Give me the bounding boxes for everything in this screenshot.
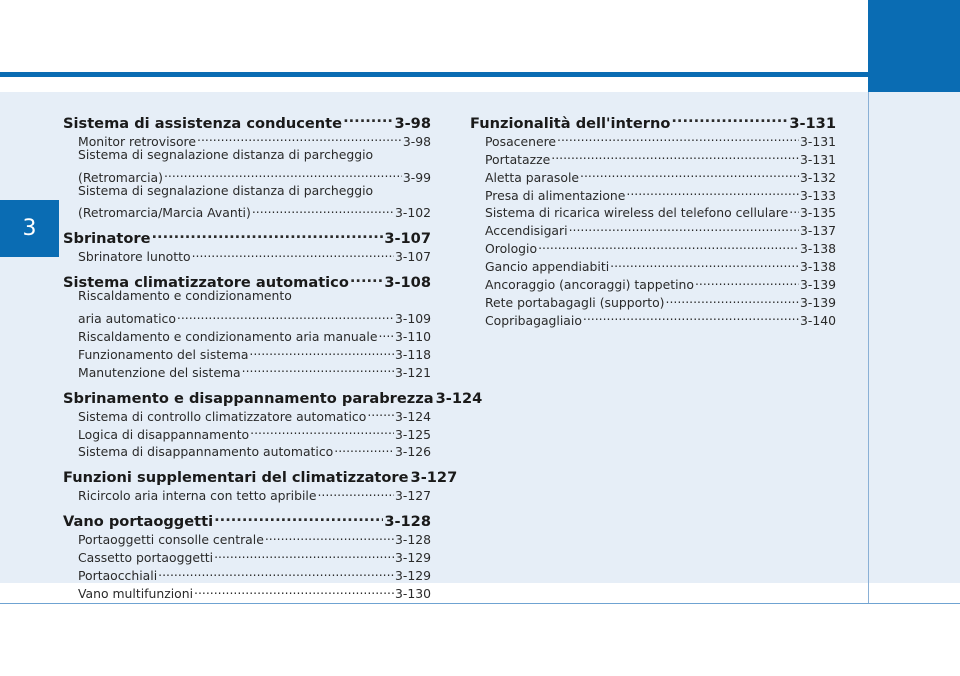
dot-leader (197, 128, 402, 146)
right-margin-strip (868, 92, 960, 583)
dot-leader (551, 146, 799, 164)
toc-entry-title: Sistema di controllo climatizzatore automatico (78, 408, 367, 424)
toc-page-number: 3-139 (799, 294, 836, 310)
dot-leader (583, 307, 799, 325)
toc-page-number: 3-98 (402, 133, 431, 149)
toc-section-heading[interactable] (63, 221, 431, 248)
toc-entry-title: Vano portaoggetti (63, 513, 214, 531)
dot-leader (538, 235, 799, 253)
toc-entry[interactable] (63, 305, 431, 327)
toc-entry-title: Sistema di ricarica wireless del telefono cellulare (485, 205, 789, 221)
dot-leader (214, 504, 383, 526)
corner-tab (868, 0, 960, 92)
toc-page-number: 3-124 (394, 408, 431, 424)
dot-leader (194, 580, 394, 598)
dot-leader (671, 106, 788, 128)
toc-page-number: 3-135 (799, 205, 836, 221)
toc-entry-title: Cassetto portaoggetti (78, 550, 214, 566)
toc-entry-title: Sbrinamento e disappannamento parabrezza (63, 389, 434, 407)
toc-page-number: 3-127 (410, 469, 458, 487)
toc-entry-title: Portatazze (485, 151, 551, 167)
toc-entry-title: Riscaldamento e condizionamento aria manuale (78, 329, 378, 345)
dot-leader (249, 341, 394, 359)
toc-entry-title: Sistema di assistenza conducente (63, 115, 343, 132)
toc-entry-title: Sistema di segnalazione distanza di parcheggio (78, 182, 374, 198)
dot-leader (343, 106, 393, 128)
toc-page-number: 3-125 (394, 426, 431, 442)
toc-section-heading[interactable] (63, 460, 458, 487)
dot-leader (367, 403, 394, 421)
toc-section-heading[interactable] (63, 381, 483, 407)
dot-leader (378, 323, 394, 341)
toc-entry-title: Funzioni supplementari del climatizzatore (63, 469, 409, 487)
toc-entry-title: Ancoraggio (ancoraggi) tappetino (485, 277, 694, 293)
toc-entry-title: Gancio appendiabiti (485, 259, 610, 275)
toc-entry-title: Portaoggetti consolle centrale (78, 532, 264, 548)
dot-leader (152, 221, 384, 243)
toc-page-number: 3-127 (394, 488, 431, 504)
dot-leader (580, 164, 799, 182)
toc-column-right (470, 106, 836, 328)
toc-section-heading[interactable] (470, 106, 836, 132)
toc-entry-title: Logica di disappannamento (78, 426, 250, 442)
toc-page-number: 3-98 (394, 115, 431, 132)
dot-leader (250, 421, 394, 439)
toc-page-number: 3-109 (394, 311, 431, 327)
dot-leader (252, 200, 394, 218)
header-rule (0, 72, 868, 77)
toc-entry-title: Orologio (485, 241, 538, 257)
toc-page-number: 3-107 (394, 249, 431, 265)
toc-page-number: 3-128 (384, 513, 431, 531)
toc-entry-title: Rete portabagagli (supporto) (485, 294, 665, 310)
toc-page-number: 3-124 (435, 389, 483, 407)
toc-entry-title: Sbrinatore lunotto (78, 249, 191, 265)
toc-entry-title: Sistema di disappannamento automatico (78, 444, 334, 460)
toc-page-number: 3-110 (394, 329, 431, 345)
toc-entry-title: Sistema climatizzatore automatico (63, 274, 349, 292)
toc-entry-title: Copribagagliaio (485, 312, 582, 328)
toc-entry[interactable] (63, 287, 431, 305)
toc-entry-title: Portaocchiali (78, 568, 158, 584)
toc-entry-title: Vano multifunzioni (78, 585, 194, 601)
toc-section-heading[interactable] (63, 504, 431, 531)
dot-leader (334, 439, 394, 457)
dot-leader (317, 482, 394, 500)
toc-page-number: 3-132 (799, 169, 836, 185)
toc-page-number: 3-99 (402, 169, 431, 185)
toc-page-number: 3-102 (394, 205, 431, 221)
dot-leader (610, 253, 799, 271)
toc-entry-title: (Retromarcia/Marcia Avanti) (78, 205, 251, 221)
toc-entry-title: Aletta parasole (485, 169, 580, 185)
dot-leader (569, 217, 799, 235)
dot-leader (164, 164, 402, 182)
dot-leader (626, 182, 799, 200)
toc-entry[interactable] (63, 146, 431, 164)
toc-entry-title: Sistema di segnalazione distanza di parcheggio (78, 146, 374, 162)
dot-leader (242, 359, 394, 377)
toc-entry-title: Funzionamento del sistema (78, 346, 249, 362)
footer-rule (0, 603, 960, 604)
chapter-tab[interactable]: 3 (0, 200, 59, 257)
toc-page-number: 3-131 (789, 115, 836, 132)
toc-entry-title: Manutenzione del sistema (78, 364, 241, 380)
toc-page-number: 3-133 (799, 187, 836, 203)
toc-entry-title: Funzionalità dell'interno (470, 115, 671, 132)
toc-entry[interactable] (63, 164, 431, 185)
toc-page-number: 3-107 (384, 230, 431, 248)
toc-entry-title: Sbrinatore (63, 230, 151, 248)
toc-page-number: 3-129 (394, 550, 431, 566)
toc-entry-title: Ricircolo aria interna con tetto apribile (78, 488, 317, 504)
toc-section-heading[interactable] (63, 106, 431, 132)
toc-page-number: 3-140 (799, 312, 836, 328)
toc-page-number: 3-138 (799, 259, 836, 275)
margin-divider (868, 583, 869, 603)
dot-leader (666, 289, 799, 307)
toc-page-number: 3-139 (799, 277, 836, 293)
toc-entry-title: Monitor retrovisore (78, 133, 197, 149)
dot-leader (265, 526, 394, 544)
toc-entry-title: (Retromarcia) (78, 169, 163, 185)
dot-leader (557, 128, 799, 146)
toc-section-heading[interactable] (63, 265, 431, 292)
toc-entry-title: Riscaldamento e condizionamento (78, 288, 292, 304)
toc-entry-title: Presa di alimentazione (485, 187, 626, 203)
toc-page-number: 3-108 (384, 274, 431, 292)
toc-page-number: 3-126 (394, 444, 431, 460)
toc-entry-title: Accendisigari (485, 223, 568, 239)
toc-page-number: 3-137 (799, 223, 836, 239)
dot-leader (177, 305, 394, 323)
dot-leader (192, 243, 394, 261)
toc-page-number: 3-121 (394, 364, 431, 380)
toc-entry[interactable] (63, 200, 431, 221)
toc-page-number: 3-118 (394, 346, 431, 362)
dot-leader (789, 200, 799, 218)
toc-column-left (63, 106, 483, 601)
dot-leader (350, 265, 383, 287)
toc-entry-title: Posacenere (485, 133, 557, 149)
toc-page-number: 3-130 (394, 585, 431, 601)
toc-page-number: 3-129 (394, 568, 431, 584)
toc-page-number: 3-138 (799, 241, 836, 257)
dot-leader (158, 562, 394, 580)
toc-page-number: 3-128 (394, 532, 431, 548)
dot-leader (695, 271, 799, 289)
dot-leader (214, 544, 394, 562)
toc-page-number: 3-131 (799, 151, 836, 167)
toc-entry[interactable] (63, 182, 431, 200)
toc-page-number: 3-131 (799, 133, 836, 149)
toc-entry-title: aria automatico (78, 311, 176, 327)
